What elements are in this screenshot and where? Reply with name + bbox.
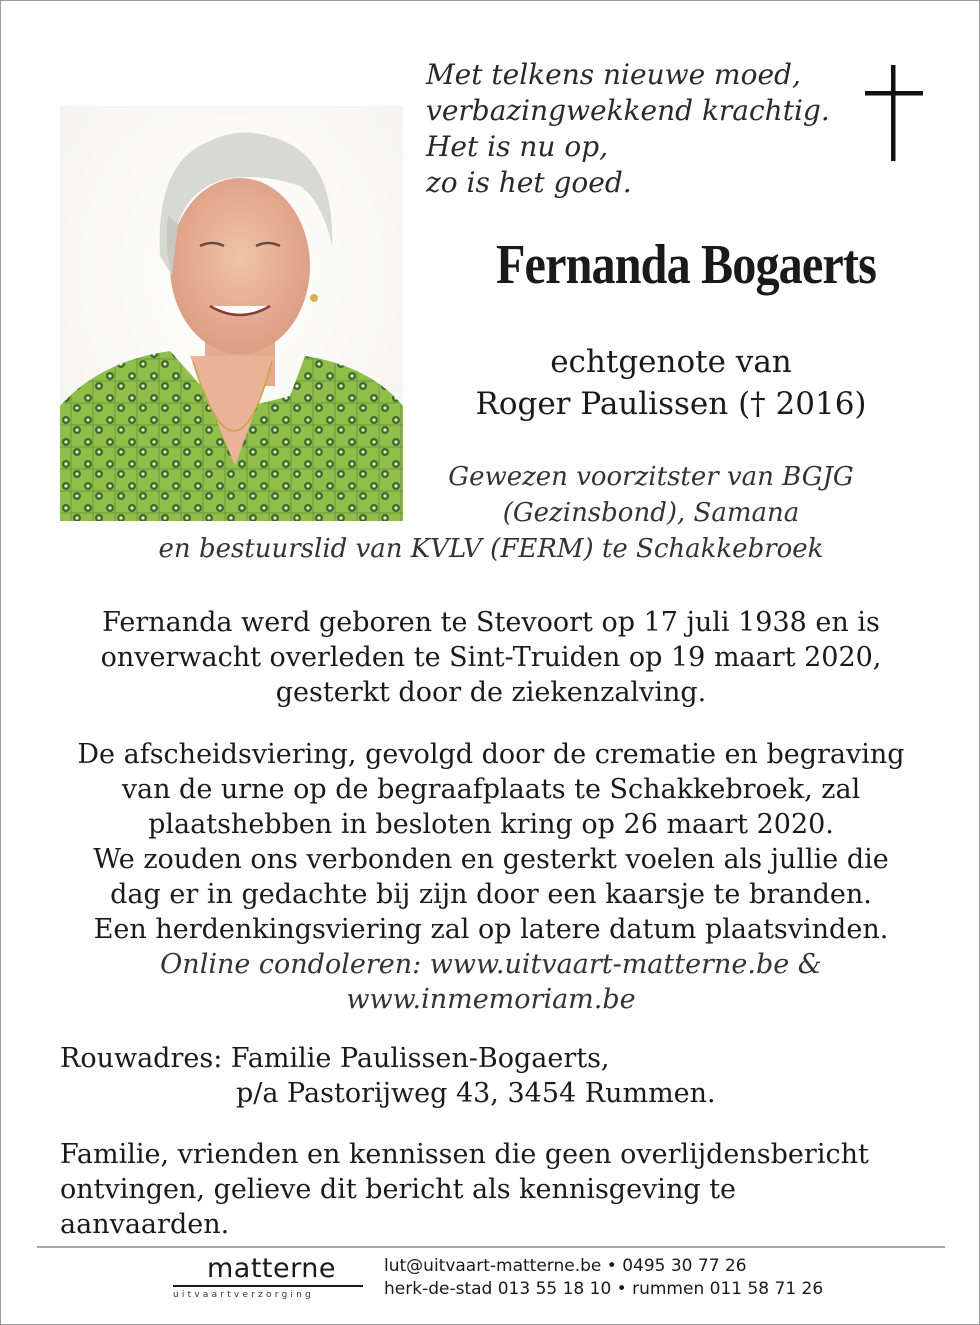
text-line: onverwacht overleden te Sint-Truiden op 19 maart 2020, <box>100 642 882 673</box>
poem-line: Het is nu op, <box>426 130 609 163</box>
text-line: ontvingen, gelieve dit bericht als kennisgeving te <box>60 1174 737 1205</box>
footer-contact <box>384 1255 823 1301</box>
text-line: We zouden ons verbonden en gesterkt voelen als jullie die <box>93 844 889 875</box>
deceased-name: Fernanda Bogaerts <box>495 234 876 296</box>
poem <box>426 57 846 201</box>
latin-cross-icon <box>865 65 923 161</box>
text-line: Een herdenkingsviering zal op latere datum plaatsvinden. <box>93 914 889 945</box>
text-line: Familie, vrienden en kennissen die geen overlijdensbericht <box>60 1139 869 1170</box>
online-condolence-line: www.inmemoriam.be <box>346 984 636 1015</box>
spouse-relation: echtgenote van <box>550 344 792 380</box>
text-line: De afscheidsviering, gevolgd door de crematie en begraving <box>77 739 905 770</box>
contact-line: herk-de-stad 013 55 18 10 • rummen 011 58 71 26 <box>384 1279 824 1299</box>
text-line: plaatshebben in besloten kring op 26 maart 2020. <box>148 809 834 840</box>
spouse-block <box>421 341 921 425</box>
footer-divider <box>37 1246 945 1248</box>
poem-line: zo is het goed. <box>426 166 632 199</box>
spouse-name: Roger Paulissen († 2016) <box>475 386 867 422</box>
portrait-photo <box>60 106 403 521</box>
online-condolence-line: Online condoleren: www.uitvaart-matterne.be & <box>160 949 822 980</box>
logo-rule <box>173 1285 363 1287</box>
logo-tagline: uitvaartverzorging <box>173 1290 314 1300</box>
role-line: (Gezinsbond), Samana <box>502 498 800 528</box>
poem-line: verbazingwekkend krachtig. <box>426 94 830 127</box>
mourning-address <box>60 1041 940 1111</box>
text-line: van de urne op de begraafplaats te Schakkebroek, zal <box>121 774 861 805</box>
family-notice <box>60 1137 940 1242</box>
role-line: en bestuurslid van KVLV (FERM) te Schakkebroek <box>158 534 824 564</box>
text-line: aanvaarden. <box>60 1209 230 1240</box>
contact-line: lut@uitvaart-matterne.be • 0495 30 77 26 <box>384 1256 747 1276</box>
birth-death-paragraph <box>41 605 941 710</box>
text-line: Fernanda werd geboren te Stevoort op 17 juli 1938 en is <box>102 607 880 638</box>
logo-wordmark: matterne <box>207 1253 336 1284</box>
role-line: Gewezen voorzitster van BGJG <box>448 462 854 492</box>
text-line: gesterkt door de ziekenzalving. <box>275 677 707 708</box>
text-line: dag er in gedachte bij zijn door een kaarsje te branden. <box>110 879 872 910</box>
address-line: p/a Pastorijweg 43, 3454 Rummen. <box>236 1078 716 1109</box>
farewell-paragraph <box>41 737 941 1017</box>
poem-line: Met telkens nieuwe moed, <box>426 58 801 91</box>
matterne-logo <box>173 1253 363 1305</box>
address-line: Rouwadres: Familie Paulissen-Bogaerts, <box>60 1043 610 1074</box>
